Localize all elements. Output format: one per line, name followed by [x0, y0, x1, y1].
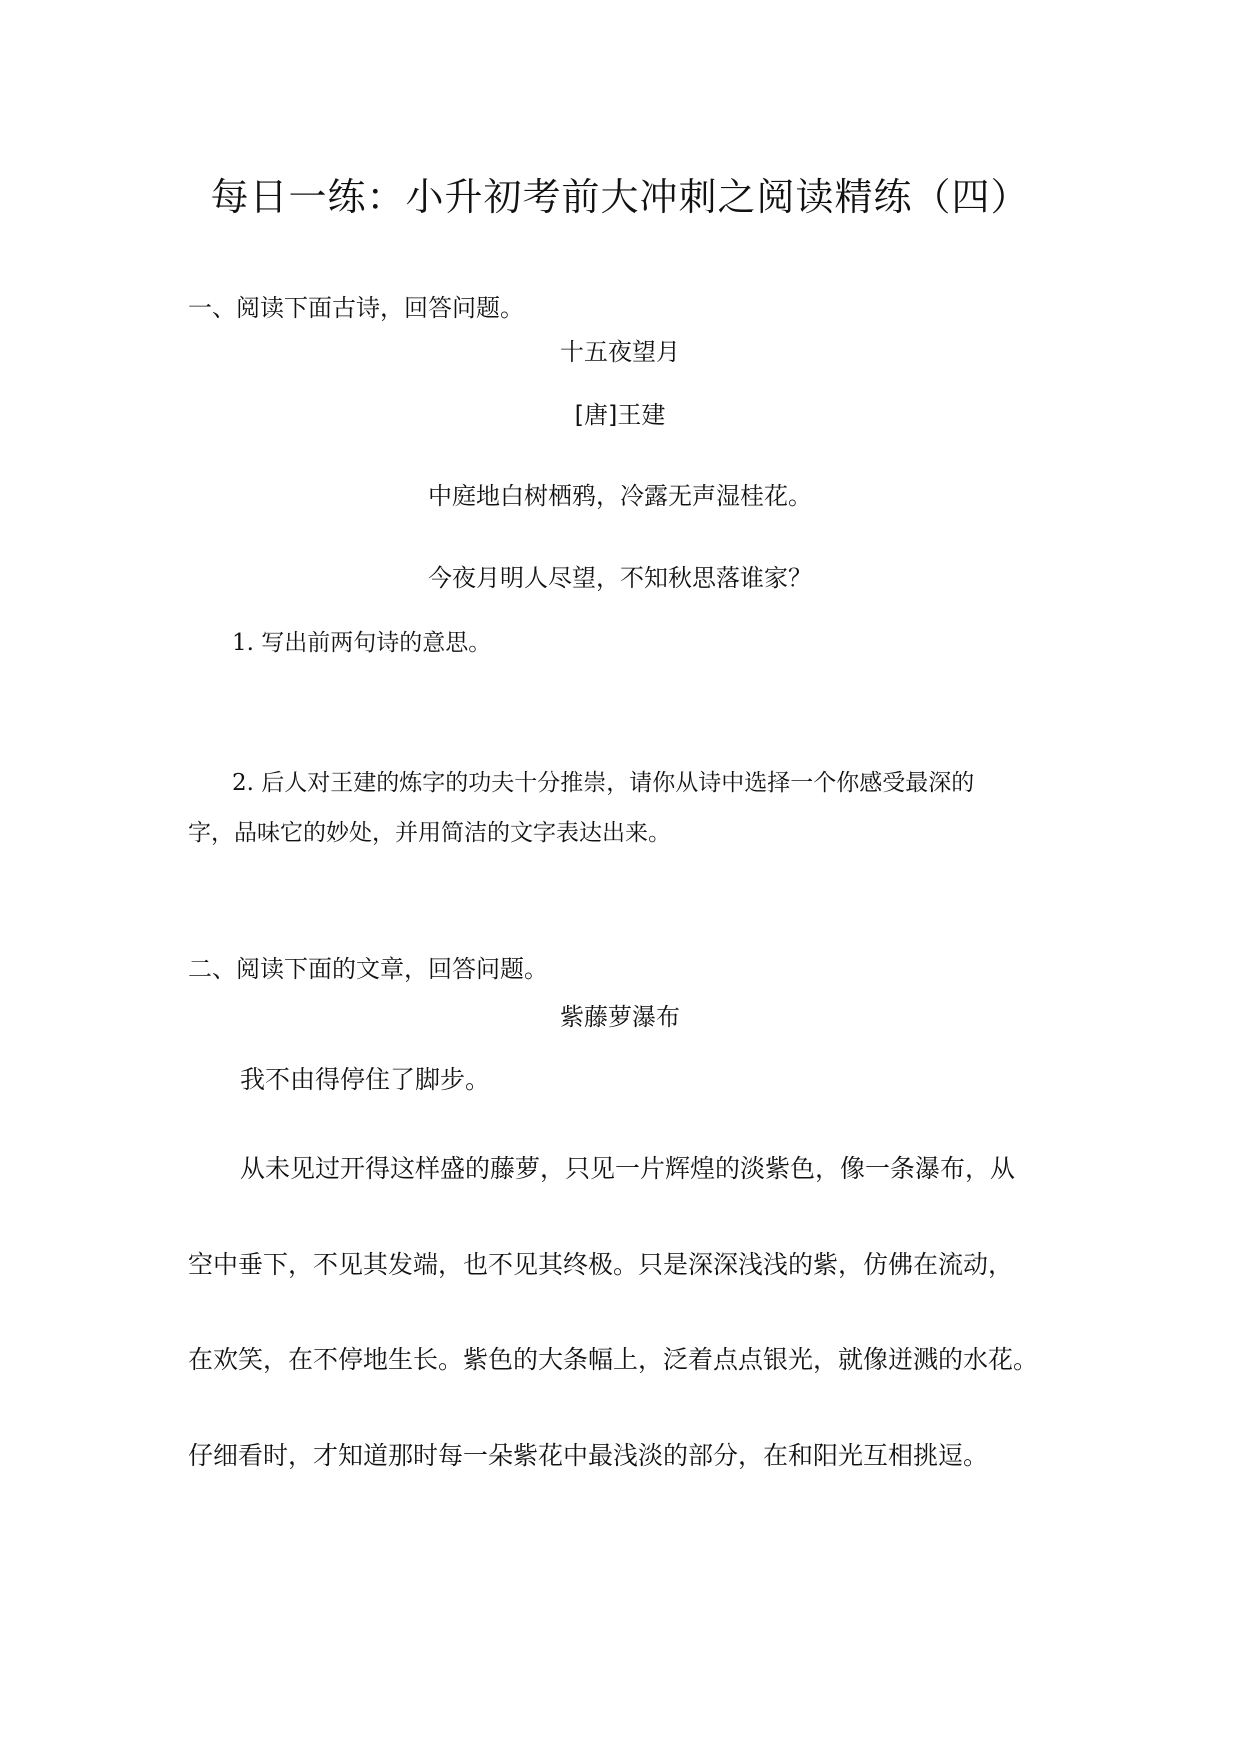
article-paragraph-2-line-1: 从未见过开得这样盛的藤萝，只见一片辉煌的淡紫色，像一条瀑布，从 [240, 1154, 1016, 1183]
article-paragraph-2-line-2: 空中垂下，不见其发端，也不见其终极。只是深深浅浅的紫，仿佛在流动， [188, 1250, 1014, 1279]
page-title: 每日一练：小升初考前大冲刺之阅读精练（四） [210, 175, 1030, 219]
question-1: 1. 写出前两句诗的意思。 [232, 630, 492, 656]
poem-line-2: 今夜月明人尽望，不知秋思落谁家？ [428, 564, 812, 592]
poem-title: 十五夜望月 [560, 338, 680, 366]
question-2-line-2: 字，品味它的妙处，并用简洁的文字表达出来。 [188, 820, 671, 846]
article-paragraph-1: 我不由得停住了脚步。 [240, 1065, 491, 1094]
poem-line-1: 中庭地白树栖鸦，冷露无声湿桂花。 [428, 482, 812, 510]
question-2-line-1: 2. 后人对王建的炼字的功夫十分推崇，请你从诗中选择一个你感受最深的 [232, 770, 975, 796]
article-paragraph-2-line-3: 在欢笑，在不停地生长。紫色的大条幅上，泛着点点银光，就像迸溅的水花。 [188, 1345, 1039, 1374]
section2-heading: 二、阅读下面的文章，回答问题。 [188, 955, 548, 983]
section1-heading: 一、阅读下面古诗，回答问题。 [188, 294, 524, 322]
article-paragraph-2-line-4: 仔细看时，才知道那时每一朵紫花中最浅淡的部分，在和阳光互相挑逗。 [188, 1441, 989, 1470]
article-title: 紫藤萝瀑布 [560, 1003, 680, 1031]
poem-author: [唐]王建 [574, 401, 666, 429]
